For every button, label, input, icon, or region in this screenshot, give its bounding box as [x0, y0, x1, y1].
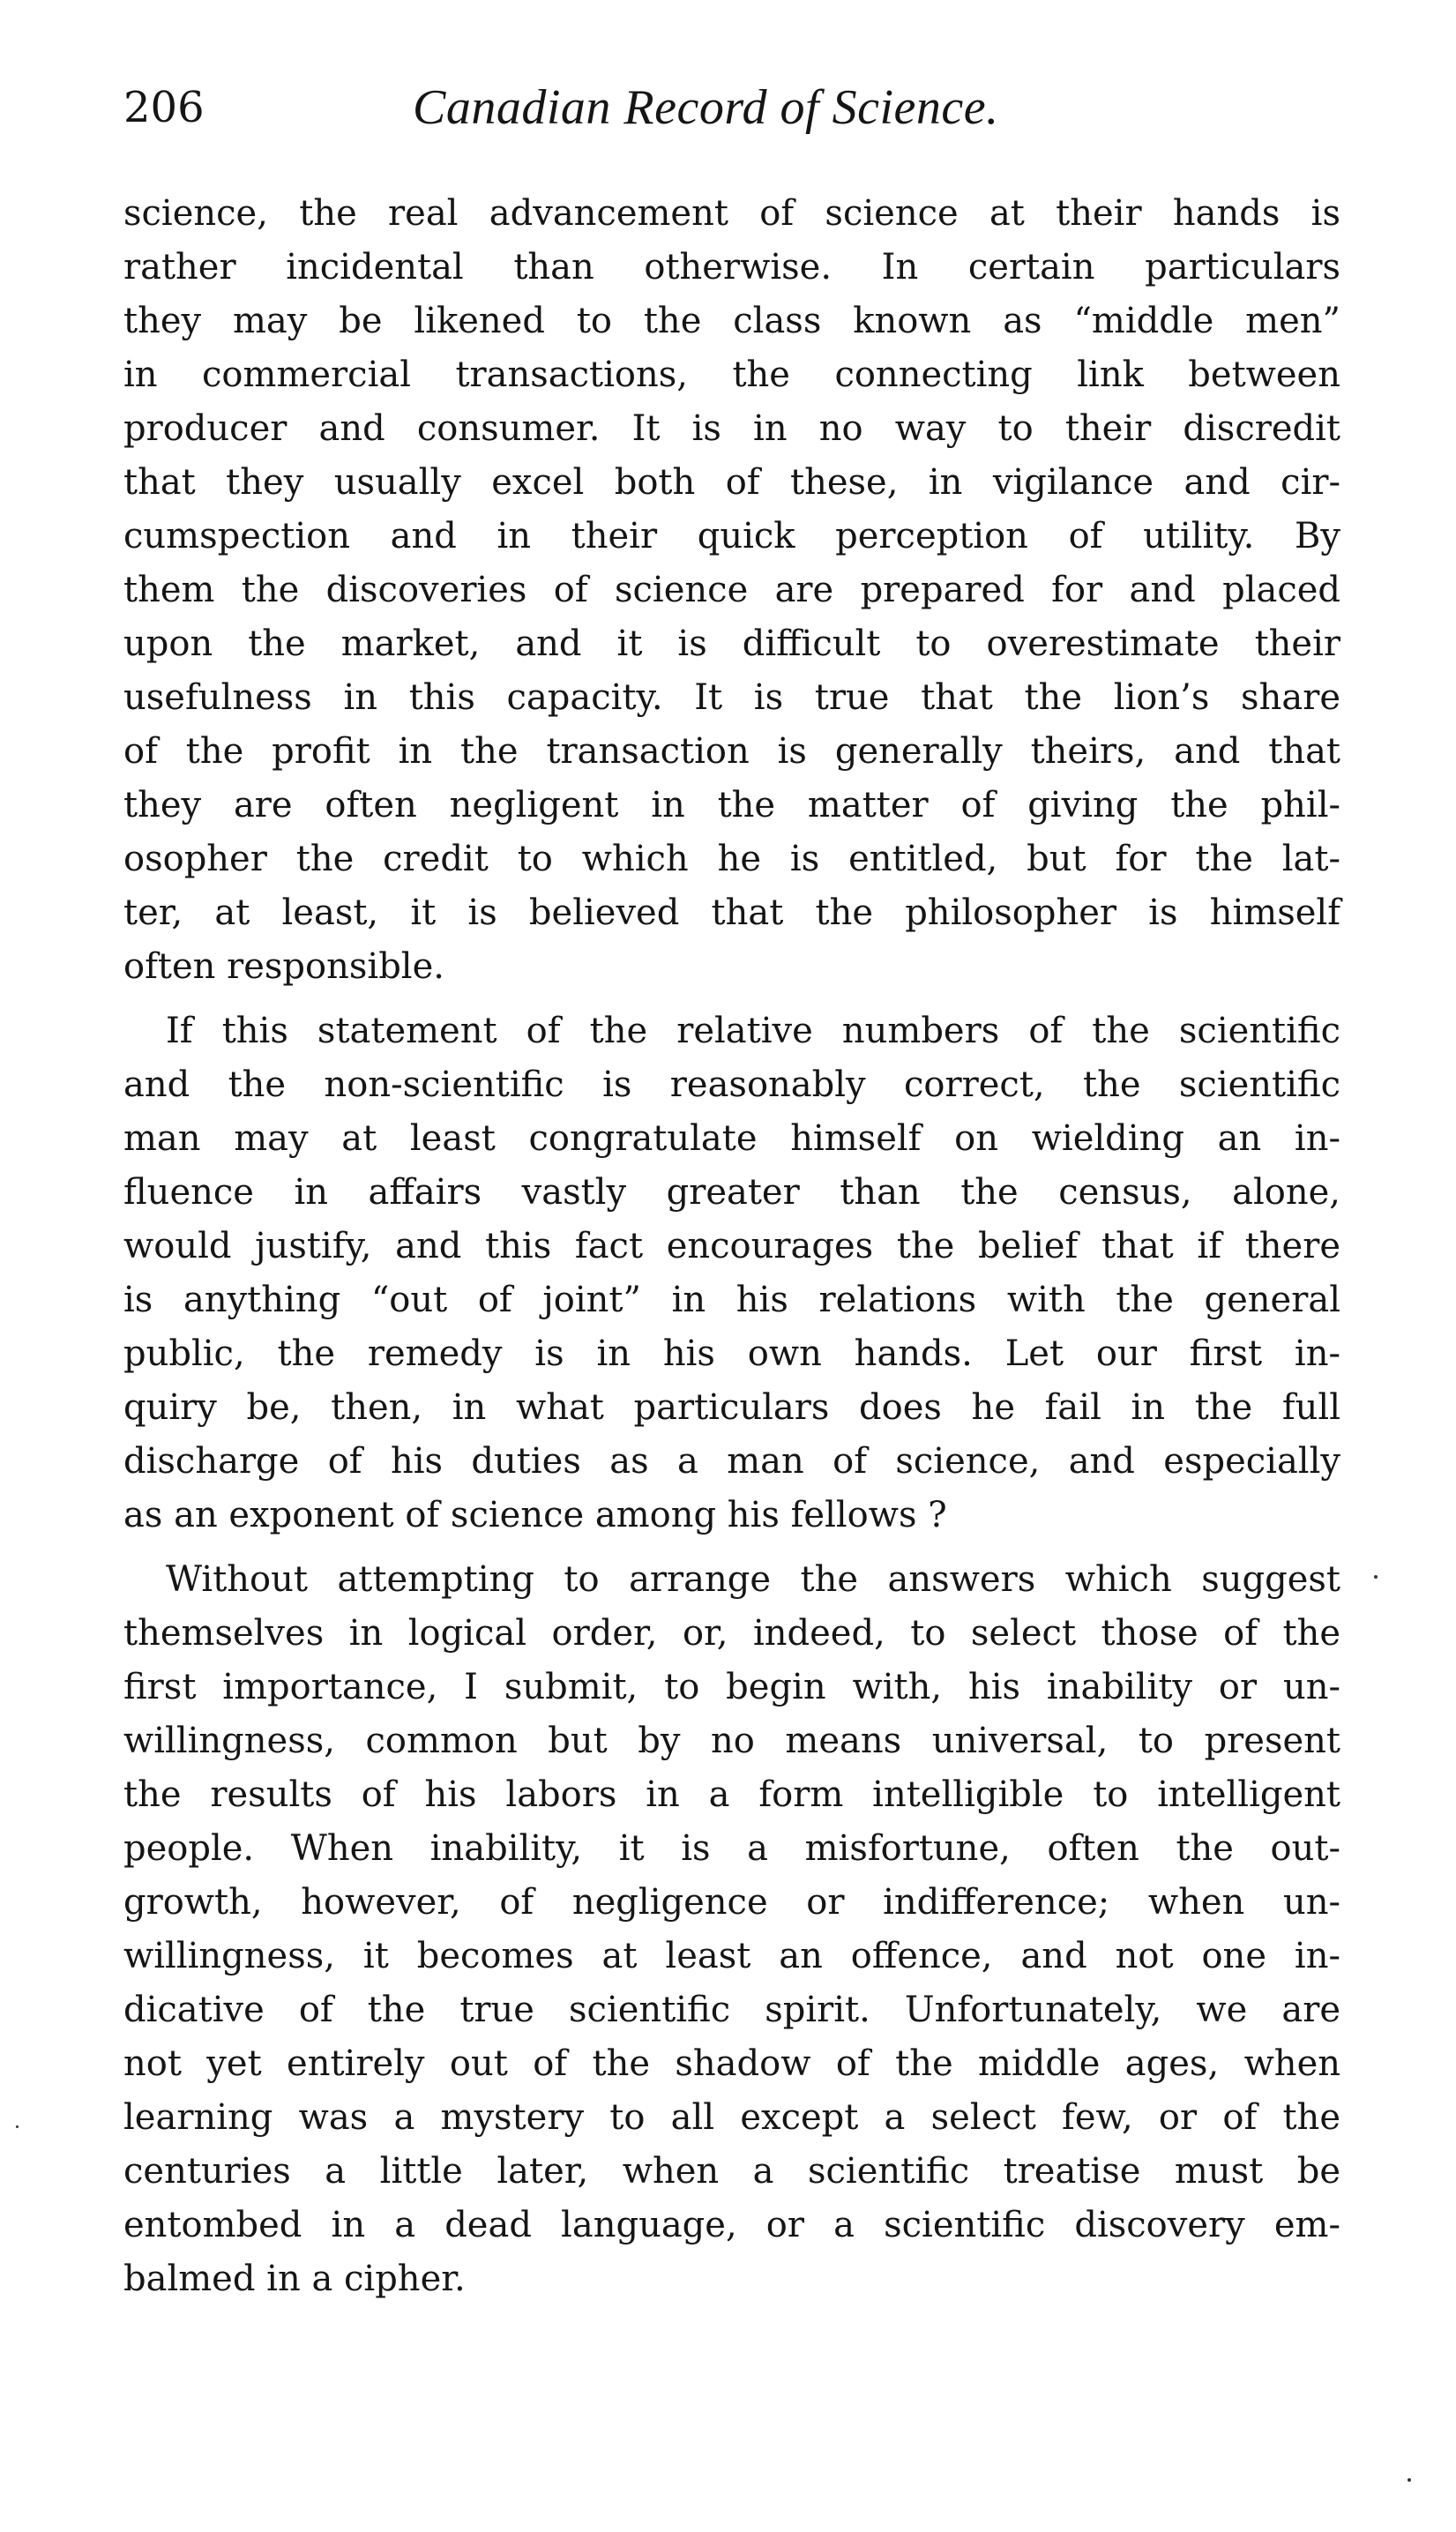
text-line: would justify, and this fact encourages the belief that if there [123, 1226, 1340, 1266]
text-line: Without attempting to arrange the answers which suggest [166, 1559, 1340, 1600]
page-number: 206 [123, 83, 205, 132]
text-line: of the profit in the transaction is generally theirs, and that [123, 731, 1340, 772]
text-line: not yet entirely out of the shadow of the middle ages, when [123, 2043, 1340, 2084]
text-line: is anything “out of joint” in his relations with the general [123, 1280, 1340, 1320]
text-line: usefulness in this capacity. It is true that the lion’s share [123, 677, 1340, 718]
text-line: discharge of his duties as a man of science, and especially [123, 1441, 1340, 1482]
text-line: centuries a little later, when a scientific treatise must be [123, 2151, 1340, 2192]
text-line: themselves in logical order, or, indeed, to select those of the [123, 1613, 1340, 1654]
text-line: dicative of the true scientific spirit. Unfortunately, we are [123, 1990, 1340, 2030]
text-line: that they usually excel both of these, in vigilance and cir- [123, 462, 1340, 503]
text-line: growth, however, of negligence or indifference; when un- [123, 1882, 1340, 1923]
page-header [123, 72, 1340, 143]
paragraph [123, 1553, 1340, 2306]
text-line: public, the remedy is in his own hands. Let our first in- [123, 1333, 1340, 1374]
text-line: and the non-scientific is reasonably correct, the scientific [123, 1064, 1340, 1105]
text-line: them the discoveries of science are prepared for and placed [123, 570, 1340, 610]
text-line: first importance, I submit, to begin with, his inability or un- [123, 1667, 1340, 1707]
text-line: as an exponent of science among his fellows ? [123, 1495, 947, 1535]
text-line: they may be likened to the class known as “middle men” [123, 301, 1340, 341]
text-line: often responsible. [123, 946, 444, 987]
text-line: producer and consumer. It is in no way to their discredit [123, 408, 1340, 449]
text-line: If this statement of the relative numbers of the scientific [166, 1011, 1340, 1051]
text-line: quiry be, then, in what particulars does he fail in the full [123, 1387, 1340, 1428]
text-line: osopher the credit to which he is entitled, but for the lat- [123, 839, 1340, 879]
text-line: upon the market, and it is difficult to overestimate their [123, 624, 1340, 664]
running-title: Canadian Record of Science. [413, 80, 999, 135]
text-line: willingness, it becomes at least an offence, and not one in- [123, 1936, 1340, 1976]
text-line: science, the real advancement of science at their hands is [123, 193, 1340, 234]
text-line: they are often negligent in the matter of giving the phil- [123, 785, 1340, 825]
text-line: learning was a mystery to all except a select few, or of the [123, 2097, 1340, 2138]
text-line: in commercial transactions, the connecting link between [123, 355, 1340, 395]
text-line: ter, at least, it is believed that the philosopher is himself [123, 893, 1340, 933]
print-speck [1374, 1575, 1378, 1579]
text-line: people. When inability, it is a misfortune, often the out- [123, 1828, 1340, 1869]
paragraph [123, 187, 1340, 994]
text-line: fluence in affairs vastly greater than the census, alone, [123, 1172, 1340, 1213]
text-line: cumspection and in their quick perception of utility. By [123, 516, 1340, 556]
body-text [123, 187, 1340, 2306]
text-line: rather incidental than otherwise. In certain particulars [123, 247, 1340, 288]
text-line: entombed in a dead language, or a scientific discovery em- [123, 2205, 1340, 2245]
text-line: balmed in a cipher. [123, 2259, 466, 2299]
text-line: willingness, common but by no means universal, to present [123, 1721, 1340, 1761]
print-speck [1407, 2478, 1411, 2482]
print-speck [16, 2125, 19, 2128]
text-line: man may at least congratulate himself on wielding an in- [123, 1118, 1340, 1159]
text-line: the results of his labors in a form intelligible to intelligent [123, 1774, 1340, 1815]
paragraph [123, 1005, 1340, 1542]
